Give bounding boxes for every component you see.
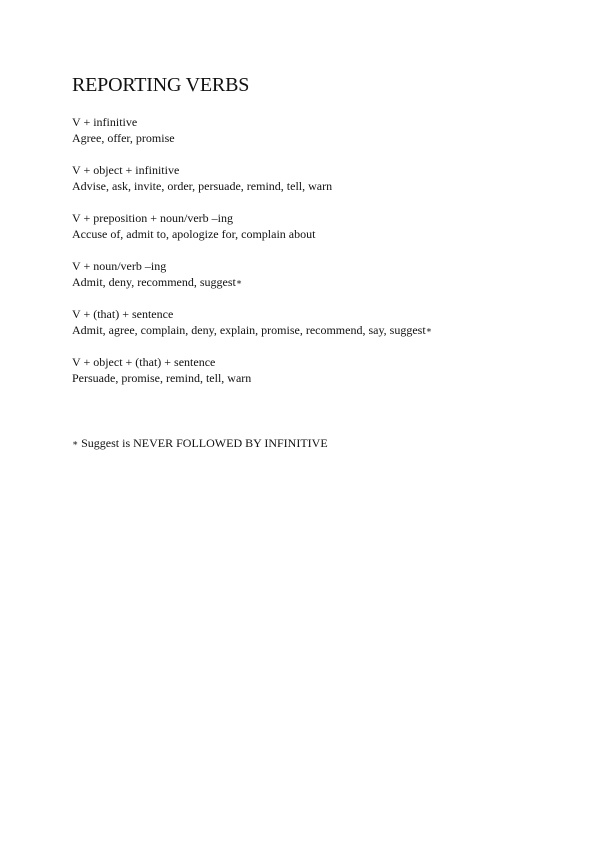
verb-pattern-section xyxy=(72,114,175,146)
asterisk-marker: ∗ xyxy=(72,438,79,448)
footnote-text: Suggest is NEVER FOLLOWED BY INFINITIVE xyxy=(78,436,328,450)
pattern-examples: Accuse of, admit to, apologize for, complain about xyxy=(72,227,316,241)
pattern-formula: V + object + (that) + sentence xyxy=(72,355,216,369)
verb-pattern-section xyxy=(72,210,315,242)
pattern-formula: V + infinitive xyxy=(72,115,138,129)
pattern-examples: Advise, ask, invite, order, persuade, remind, tell, warn xyxy=(72,179,333,193)
pattern-examples-line xyxy=(72,274,242,290)
verb-pattern-section xyxy=(72,306,432,338)
pattern-formula: V + noun/verb –ing xyxy=(72,259,167,273)
page-title: REPORTING VERBS xyxy=(72,74,250,96)
pattern-formula: V + (that) + sentence xyxy=(72,307,174,321)
verb-pattern-section xyxy=(72,162,332,194)
asterisk-marker: ∗ xyxy=(235,277,242,287)
pattern-examples: Agree, offer, promise xyxy=(72,131,175,145)
pattern-examples: Admit, agree, complain, deny, explain, promise, recommend, say, suggest xyxy=(72,323,426,337)
verb-pattern-section xyxy=(72,258,242,290)
asterisk-marker: ∗ xyxy=(425,325,432,335)
pattern-formula: V + preposition + noun/verb –ing xyxy=(72,211,233,225)
footnote xyxy=(72,435,328,451)
pattern-examples: Admit, deny, recommend, suggest xyxy=(72,275,236,289)
verb-pattern-section xyxy=(72,354,251,386)
pattern-examples-line xyxy=(72,322,432,338)
pattern-examples: Persuade, promise, remind, tell, warn xyxy=(72,371,252,385)
pattern-formula: V + object + infinitive xyxy=(72,163,180,177)
